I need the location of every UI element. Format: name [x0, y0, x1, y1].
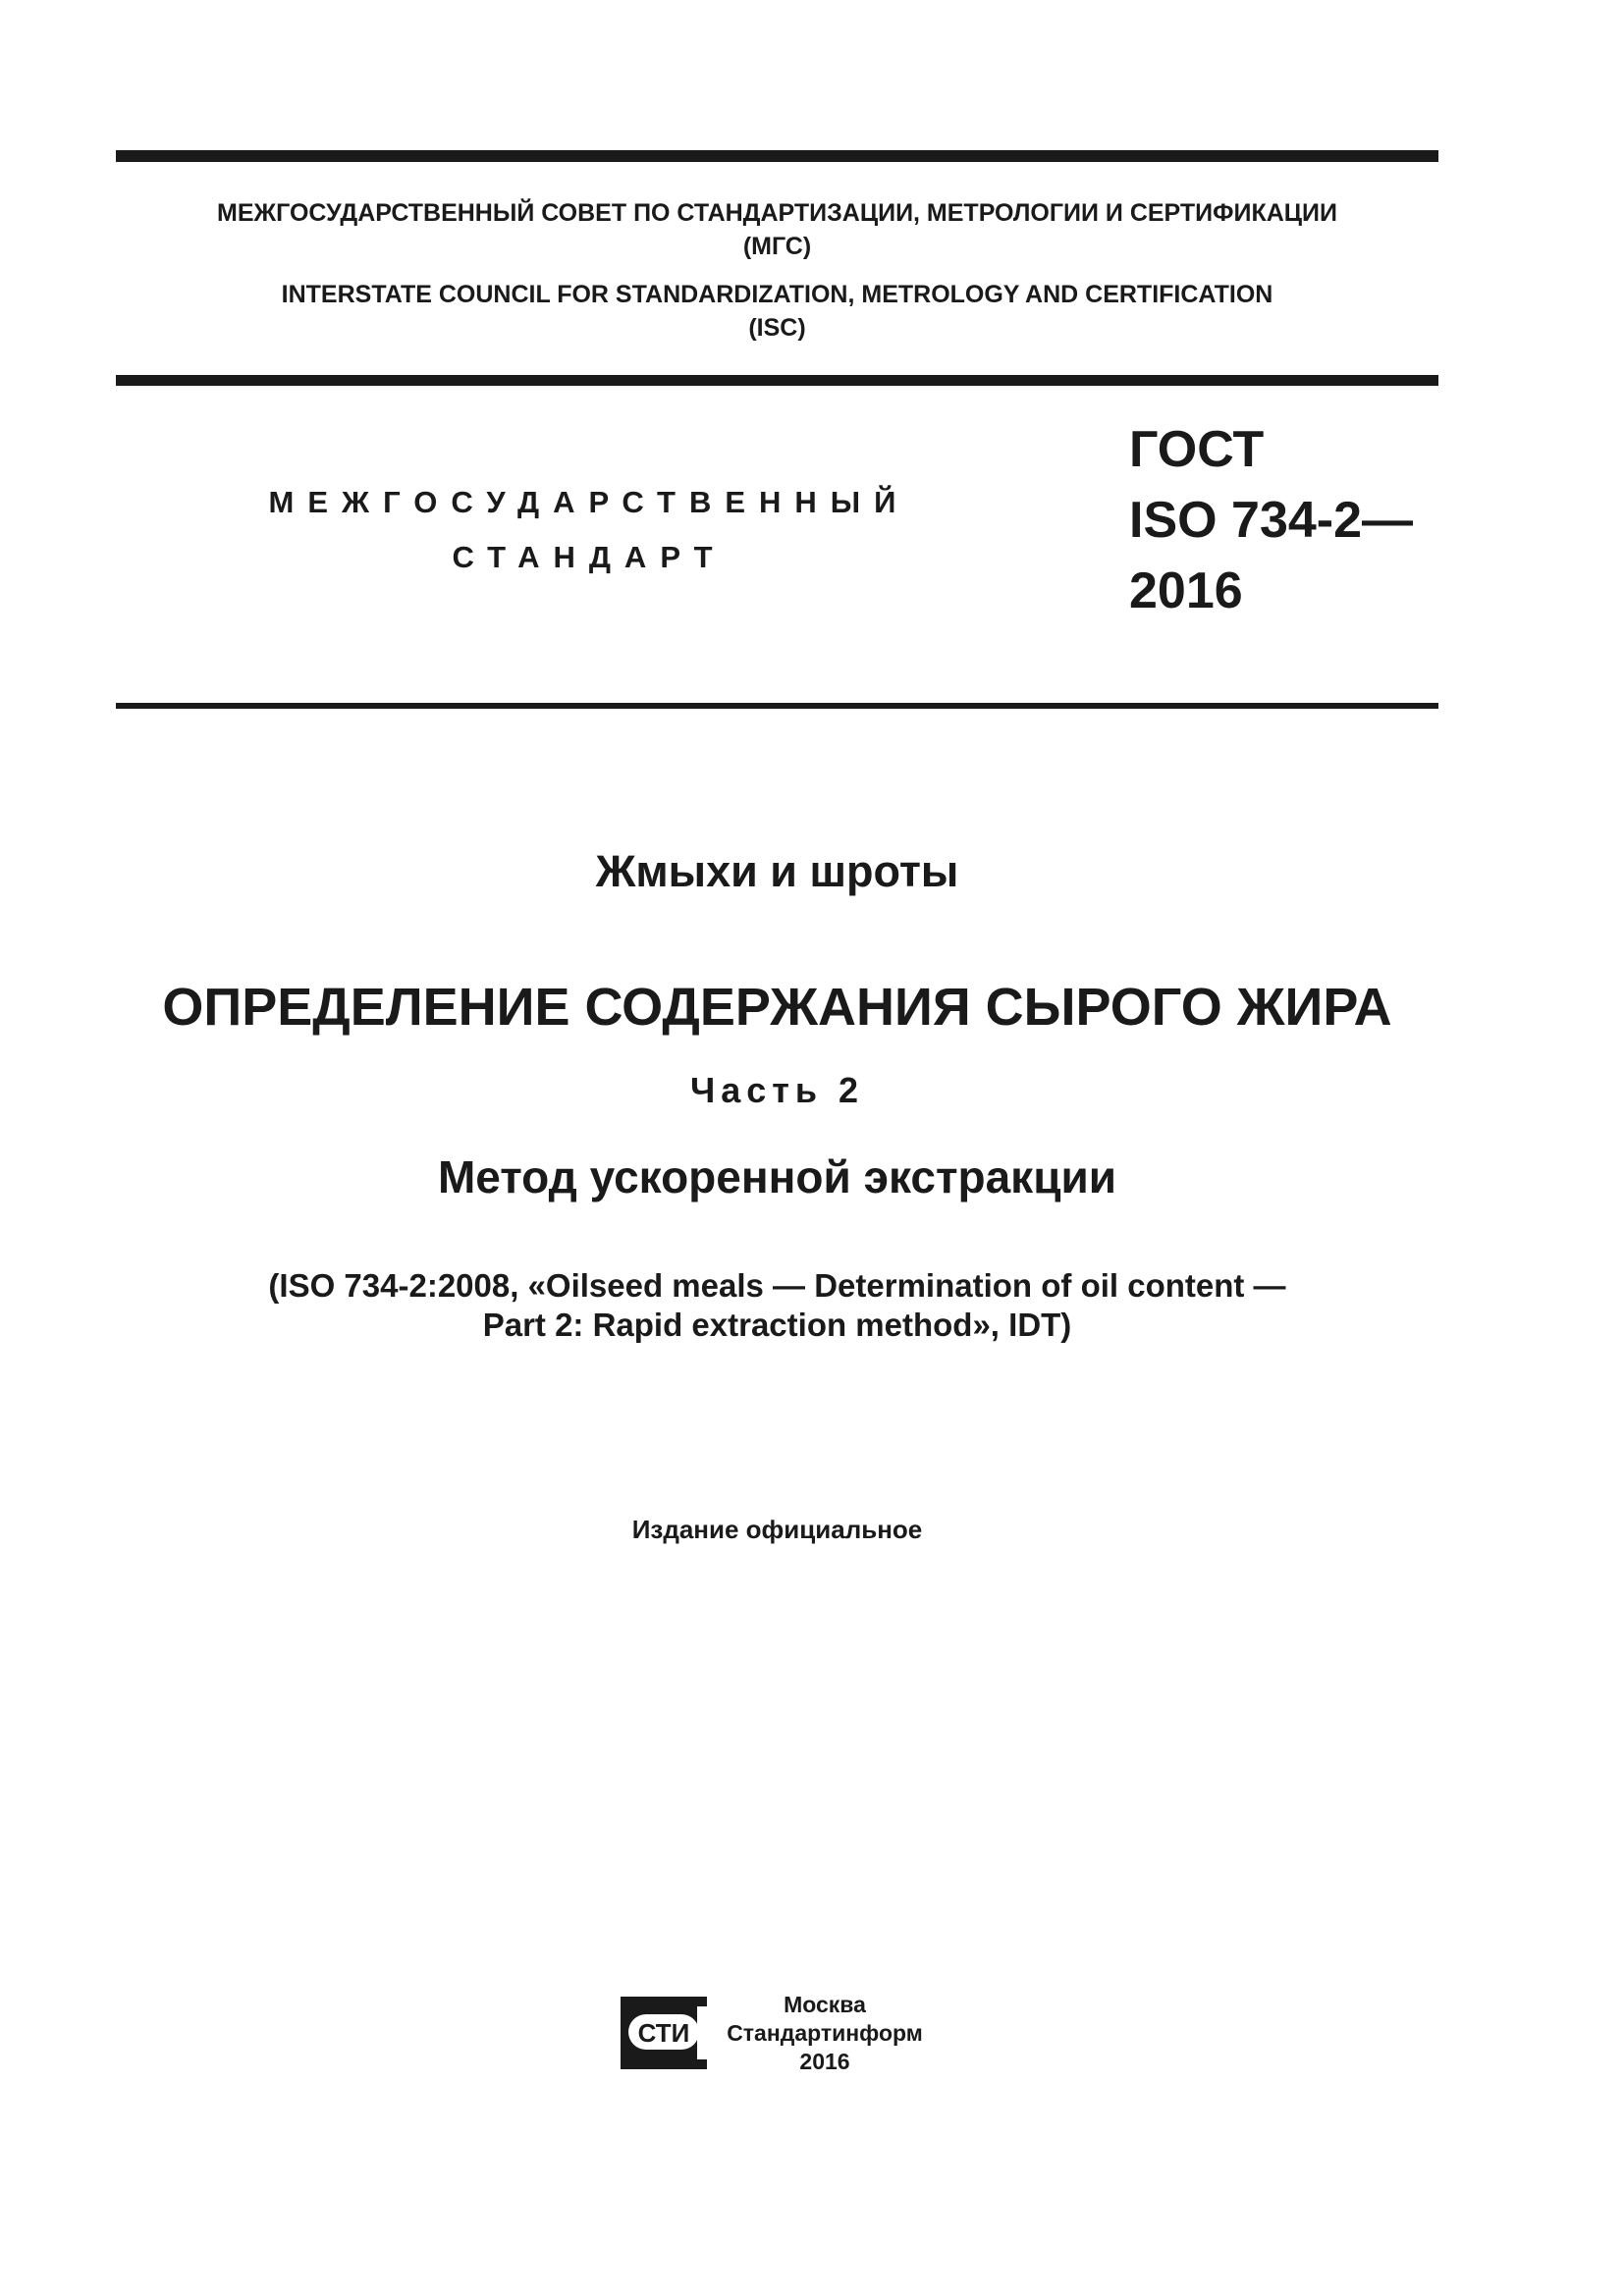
- lower-rule: [116, 703, 1438, 709]
- standard-code-line3: 2016: [1129, 562, 1243, 619]
- standard-kind-line2: СТАНДАРТ: [452, 540, 727, 574]
- council-en-abbr: (ISC): [748, 314, 806, 342]
- document-part: Часть 2: [689, 1070, 865, 1110]
- document-method: Метод ускоренной экстракции: [437, 1151, 1117, 1202]
- iso-reference: [116, 1266, 1438, 1345]
- standard-code-line2: ISO 734-2—: [1129, 492, 1414, 549]
- publisher-city: Москва: [784, 1992, 866, 2017]
- iso-reference-line2: Part 2: Rapid extraction method», IDT): [482, 1307, 1072, 1343]
- document-title: ОПРЕДЕЛЕНИЕ СОДЕРЖАНИЯ СЫРОГО ЖИРА: [162, 978, 1392, 1037]
- council-en-name: INTERSTATE COUNCIL FOR STANDARDIZATION, METROLOGY AND CERTIFICATION: [281, 281, 1273, 308]
- document-subject: Жмыхи и шроты: [595, 846, 959, 896]
- middle-rule: [116, 375, 1438, 386]
- council-en: [116, 278, 1438, 345]
- logo-text: СТИ: [637, 2018, 690, 2048]
- publisher-block: [727, 1991, 923, 2076]
- iso-reference-line1: (ISO 734-2:2008, «Oilseed meals — Determination of oil content —: [268, 1267, 1286, 1304]
- council-ru: [116, 196, 1438, 263]
- edition-label: Издание официальное: [631, 1515, 923, 1544]
- standard-code-line1: ГОСТ: [1129, 421, 1265, 478]
- publisher-year: 2016: [799, 2049, 850, 2074]
- council-ru-name: МЕЖГОСУДАРСТВЕННЫЙ СОВЕТ ПО СТАНДАРТИЗАЦИИ, МЕТРОЛОГИИ И СЕРТИФИКАЦИИ: [217, 199, 1337, 227]
- standard-kind-line1: МЕЖГОСУДАРСТВЕННЫЙ: [268, 485, 910, 519]
- standard-code: [1129, 414, 1413, 626]
- council-ru-abbr: (МГС): [742, 233, 812, 260]
- publisher-name: Стандартинформ: [727, 2020, 923, 2046]
- standard-kind: [236, 475, 943, 585]
- standartinform-logo-icon: [619, 1993, 709, 2073]
- top-rule: [116, 150, 1438, 162]
